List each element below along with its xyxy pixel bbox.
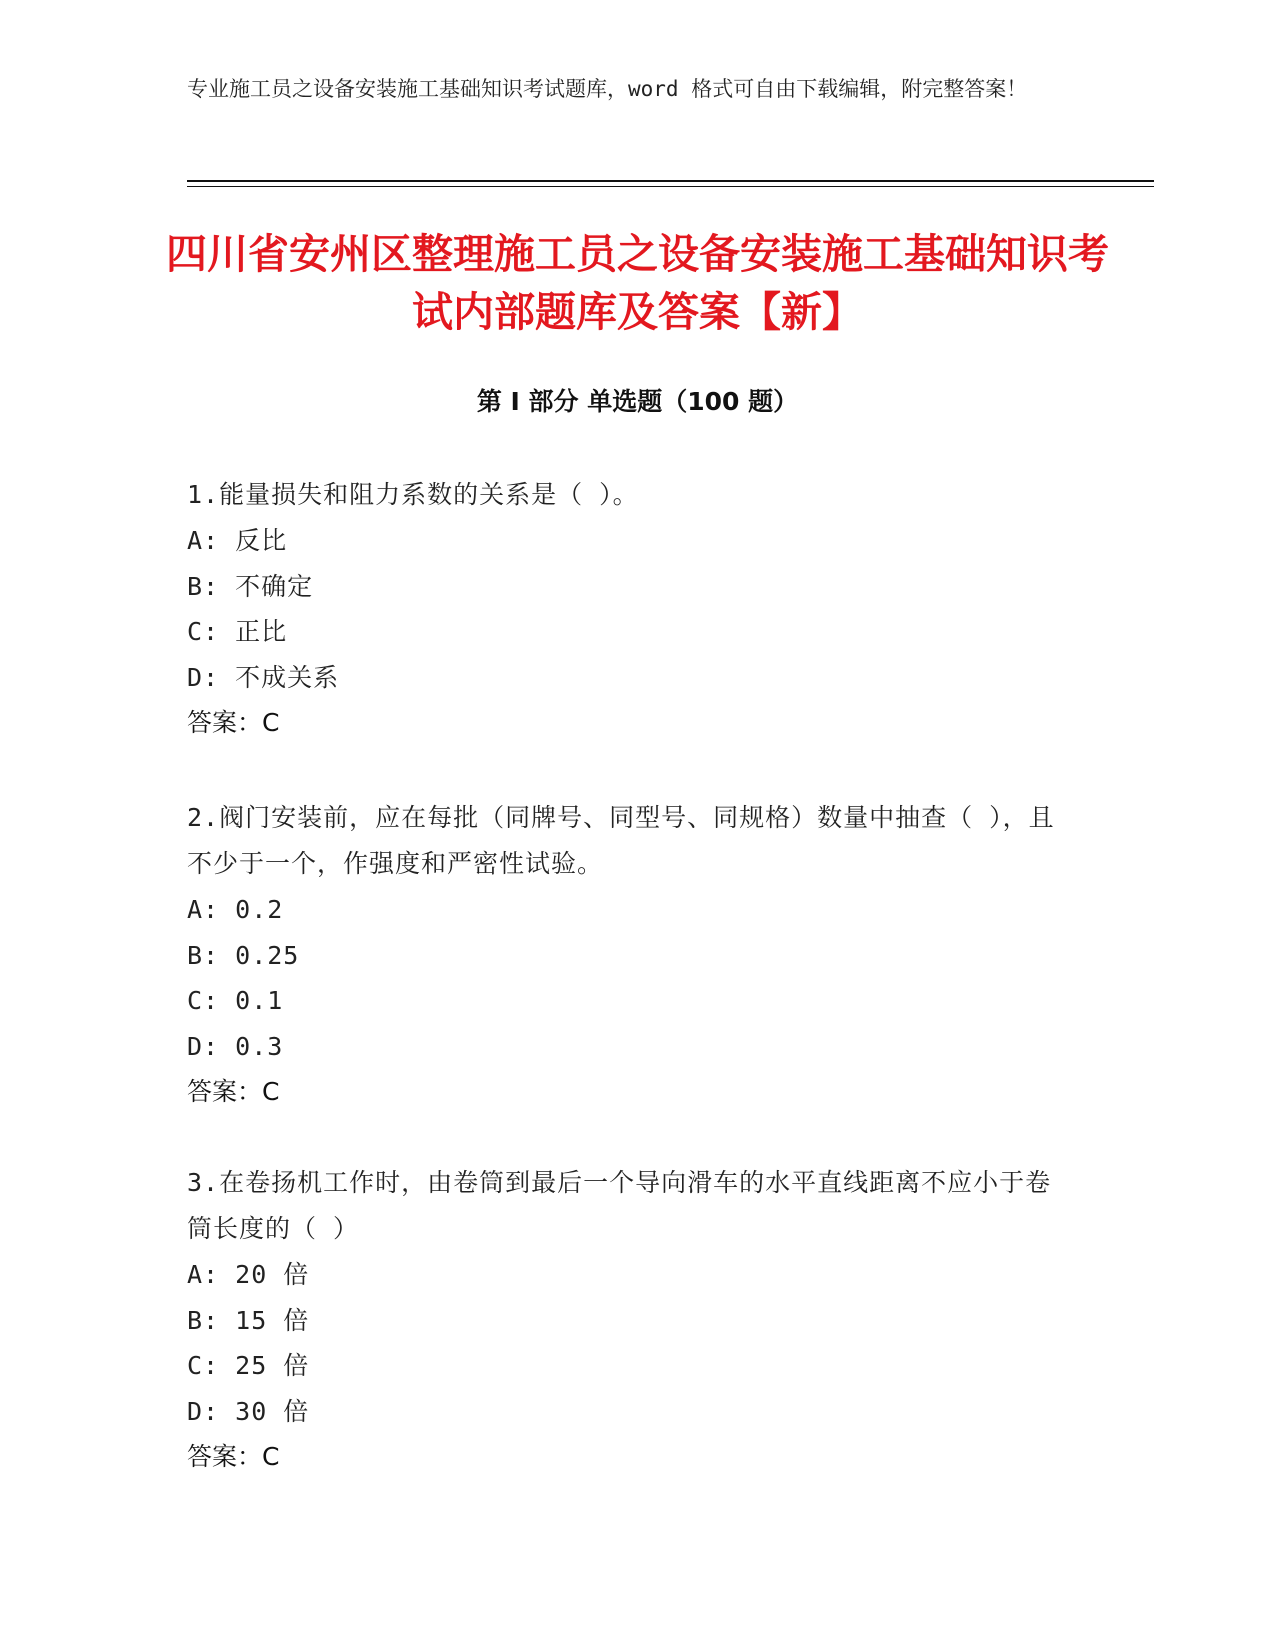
question-block xyxy=(187,795,1067,1115)
option-d: D: 0.3 xyxy=(187,1031,284,1061)
document-title: 四川省安州区整理施工员之设备安装施工基础知识考试内部题库及答案【新】 xyxy=(166,230,1109,336)
option-c: C: 正比 xyxy=(187,617,288,646)
option-a: A: 20 倍 xyxy=(187,1260,310,1289)
header-rule-thick xyxy=(187,180,1154,182)
question-stem: 2.阀门安装前，应在每批（同牌号、同型号、同规格）数量中抽查（ ），且不少于一个，作强度和严密性试验。 xyxy=(187,803,1055,878)
option-b: B: 不确定 xyxy=(187,571,314,601)
answer-line: 答案：C xyxy=(187,708,280,737)
option-a: A: 0.2 xyxy=(187,895,284,924)
header-rule-thin xyxy=(187,186,1154,187)
option-d: D: 30 倍 xyxy=(187,1396,310,1426)
answer-line: 答案：C xyxy=(187,1077,280,1106)
option-c: C: 0.1 xyxy=(187,986,284,1015)
answer-line: 答案：C xyxy=(187,1442,280,1471)
option-d: D: 不成关系 xyxy=(187,662,340,692)
option-c: C: 25 倍 xyxy=(187,1351,310,1380)
question-stem: 3.在卷扬机工作时，由卷筒到最后一个导向滑车的水平直线距离不应小于卷筒长度的（ ） xyxy=(187,1168,1052,1243)
question-block xyxy=(187,472,1067,746)
question-stem: 1.能量损失和阻力系数的关系是（ ）。 xyxy=(187,480,639,509)
intro-text: 专业施工员之设备安装施工基础知识考试题库，word 格式可自由下载编辑，附完整答案！ xyxy=(187,77,1028,101)
question-block xyxy=(187,1160,1067,1480)
option-b: B: 0.25 xyxy=(187,940,300,970)
section-heading: 第 I 部分 单选题（100 题） xyxy=(476,387,799,416)
option-a: A: 反比 xyxy=(187,526,288,555)
option-b: B: 15 倍 xyxy=(187,1305,310,1335)
